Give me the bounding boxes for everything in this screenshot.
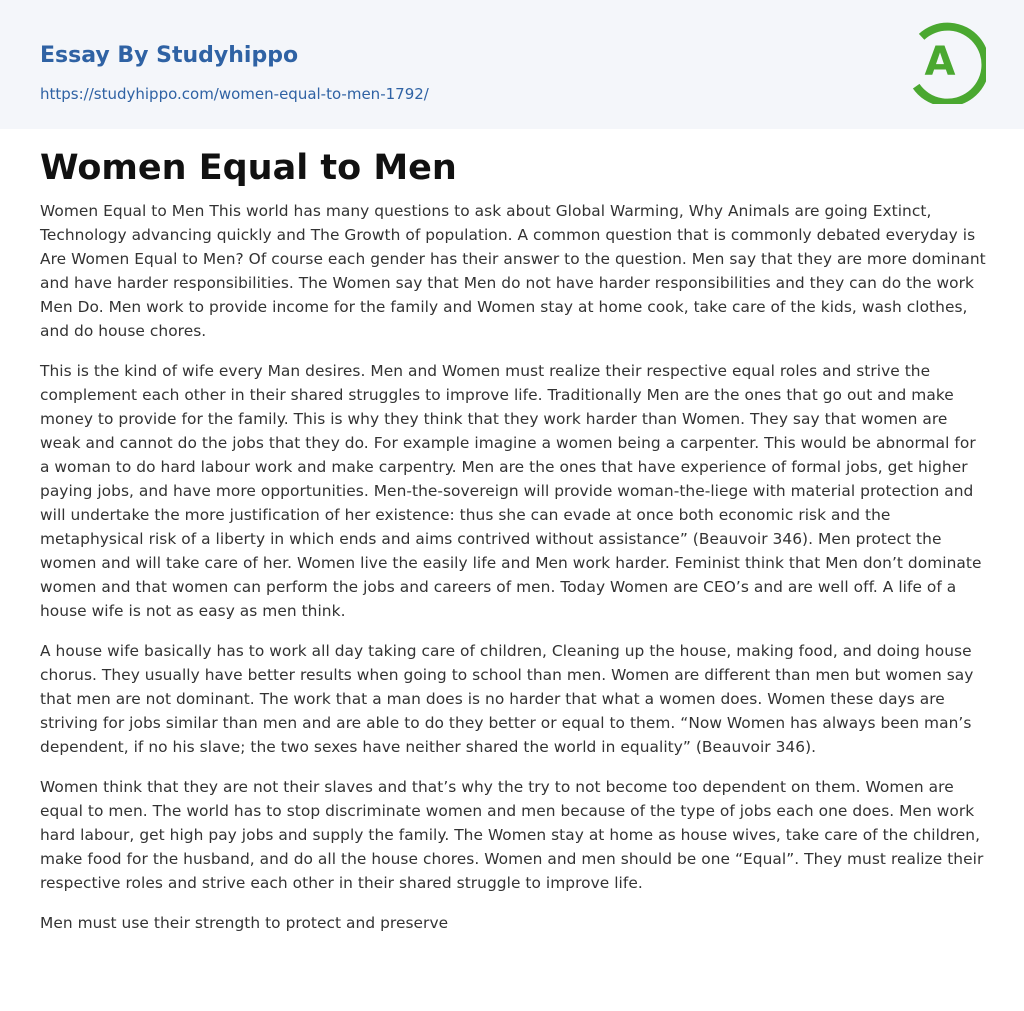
article-paragraph: Women think that they are not their slaves and that’s why the try to not become too dependent on them. Women are equal to men. The world has to stop discriminate women and men because of the type of jobs each one does. Men work hard labour, get high pay jobs and supply the family. The Women stay at home as house wives, take care of the children, make food for the husband, and do all the house chores. Women and men should be one “Equal”. They must realize their respective roles and strive each other in their shared struggle to improve life. [40, 778, 984, 892]
article-paragraph: This is the kind of wife every Man desires. Men and Women must realize their respective equal roles and strive the complement each other in their shared struggles to improve life. Traditionally Men are the ones that go out and make money to provide for the family. This is why they think that they work harder than Women. They say that women are weak and cannot do the jobs that they do. For example imagine a women being a carpenter. This would be abnormal for a woman to do hard labour work and make carpentry. Men are the ones that have experience of formal jobs, get higher paying jobs, and have more opportunities. Men-the-sovereign will provide woman-the-liege with material protection and will undertake the more justification of her existence: thus she can evade at once both economic risk and the metaphysical risk of a liberty in which ends and aims contrived without assistance” (Beauvoir 346). Men protect the women and will take care of her. Women live the easily life and Men work harder. Feminist think that Men don’t dominate women and that women can perform the jobs and careers of men. Today Women are CEO’s and are well off. A life of a house wife is not as easy as men think. [40, 362, 982, 620]
site-header [0, 0, 1024, 129]
logo-letter: A [924, 39, 956, 85]
article-title: Women Equal to Men [40, 148, 457, 188]
article [40, 143, 990, 951]
letter-a-circle-logo-icon[interactable] [912, 20, 986, 104]
brand-title[interactable]: Essay By Studyhippo [40, 43, 299, 68]
article-paragraph: A house wife basically has to work all day taking care of children, Cleaning up the house, making food, and doing house chorus. They usually have better results when going to school than men. Women are different than men but women say that men are not dominant. The work that a man does is no harder that what a women does. Women these days are striving for jobs similar than men and are able to do they better or equal to them. “Now Women has always been man’s dependent, if no his slave; the two sexes have neither shared the world in equality” (Beauvoir 346). [40, 642, 974, 756]
article-paragraph: Women Equal to Men This world has many questions to ask about Global Warming, Why Animals are going Extinct, Technology advancing quickly and The Growth of population. A common question that is commonly debated everyday is Are Women Equal to Men? Of course each gender has their answer to the question. Men say that they are more dominant and have harder responsibilities. The Women say that Men do not have harder responsibilities and they can do the work Men Do. Men work to provide income for the family and Women stay at home cook, take care of the kids, wash clothes, and do house chores. [40, 202, 986, 340]
source-url-link[interactable]: https://studyhippo.com/women-equal-to-men-1792/ [40, 85, 429, 103]
article-paragraph: Men must use their strength to protect and preserve [40, 914, 449, 932]
